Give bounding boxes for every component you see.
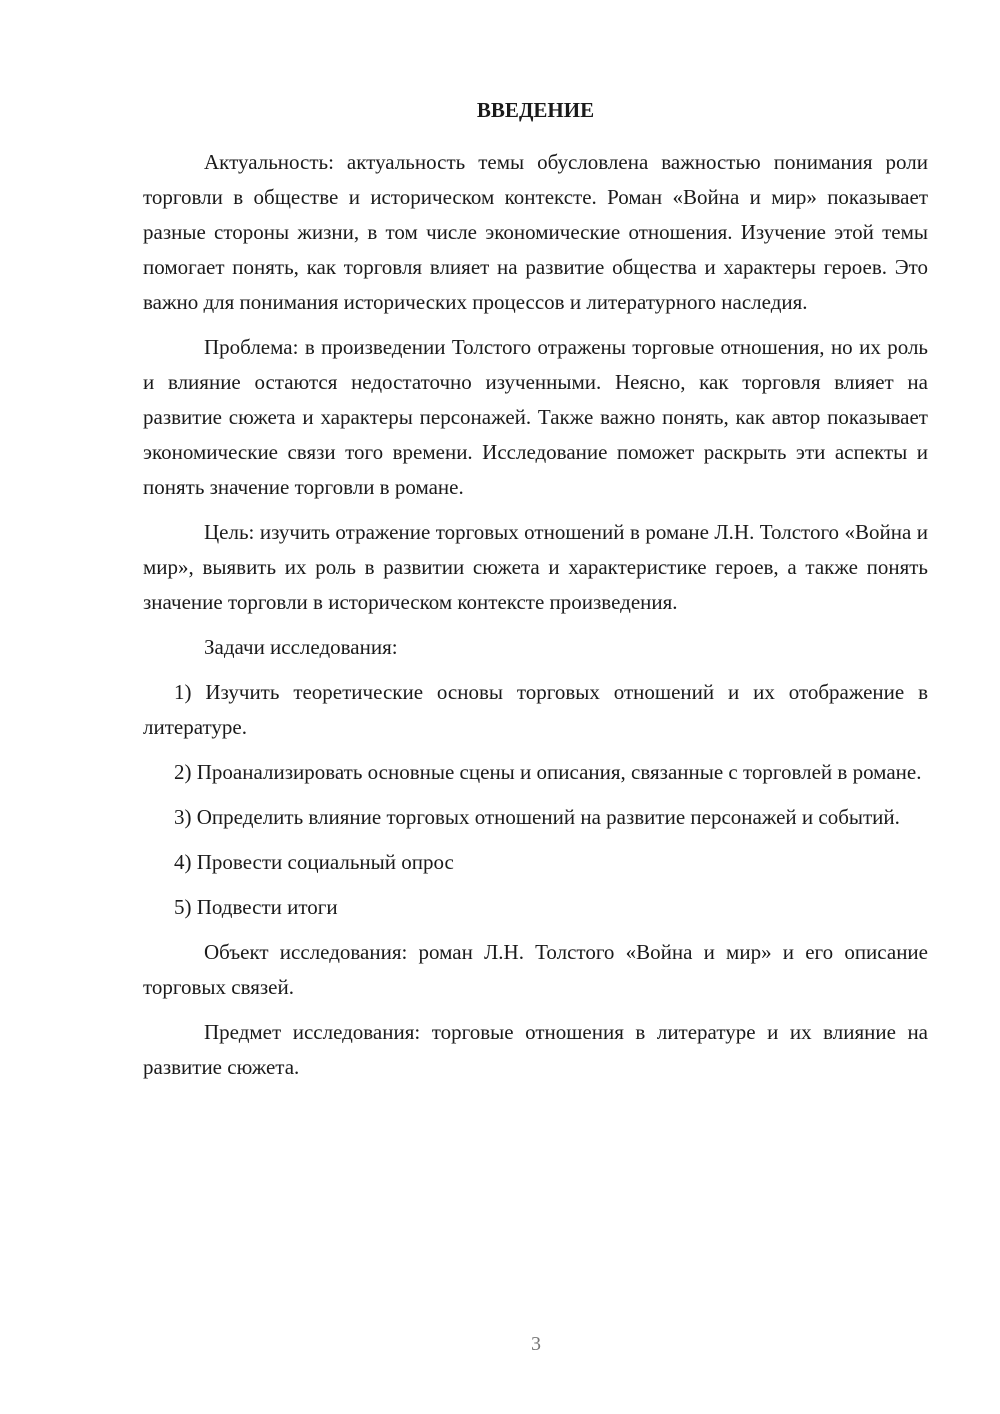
section-title: ВВЕДЕНИЕ — [476, 98, 595, 122]
subject-paragraph: Предмет исследования: торговые отношения в литературе и их влияние на развитие сюжета. — [143, 1020, 928, 1079]
page-number: 3 — [531, 1333, 541, 1355]
task-item-2: 2) Проанализировать основные сцены и описания, связанные с торговлей в романе. — [174, 760, 922, 784]
task-item-1: 1) Изучить теоретические основы торговых отношений и их отображение в литературе. — [143, 680, 928, 739]
tasks-heading: Задачи исследования: — [204, 635, 398, 659]
task-item-4: 4) Провести социальный опрос — [174, 850, 454, 874]
task-item-3: 3) Определить влияние торговых отношений на развитие персонажей и событий. — [174, 805, 900, 829]
relevance-paragraph: Актуальность: актуальность темы обусловлена важностью понимания роли торговли в обществе и историческом контексте. Роман «Война и мир» показывает разные стороны жизни, в том числе экономические отношения. Изучение этой темы помогает понять, как торговля влияет на развитие общества и характеры героев. Это важно для понимания исторических процессов и литературного наследия. — [143, 150, 928, 314]
problem-paragraph: Проблема: в произведении Толстого отражены торговые отношения, но их роль и влияние остаются недостаточно изученными. Неясно, как торговля влияет на развитие сюжета и характеры персонажей. Также важно понять, как автор показывает экономические связи того времени. Исследование поможет раскрыть эти аспекты и понять значение торговли в романе. — [143, 335, 928, 499]
document-body — [143, 95, 928, 1095]
object-paragraph: Объект исследования: роман Л.Н. Толстого «Война и мир» и его описание торговых связей. — [143, 940, 928, 999]
goal-paragraph: Цель: изучить отражение торговых отношений в романе Л.Н. Толстого «Война и мир», выявить их роль в развитии сюжета и характеристике героев, а также понять значение торговли в историческом контексте произведения. — [143, 520, 928, 614]
task-item-5: 5) Подвести итоги — [174, 895, 338, 919]
page-number-footer — [0, 1333, 1000, 1356]
